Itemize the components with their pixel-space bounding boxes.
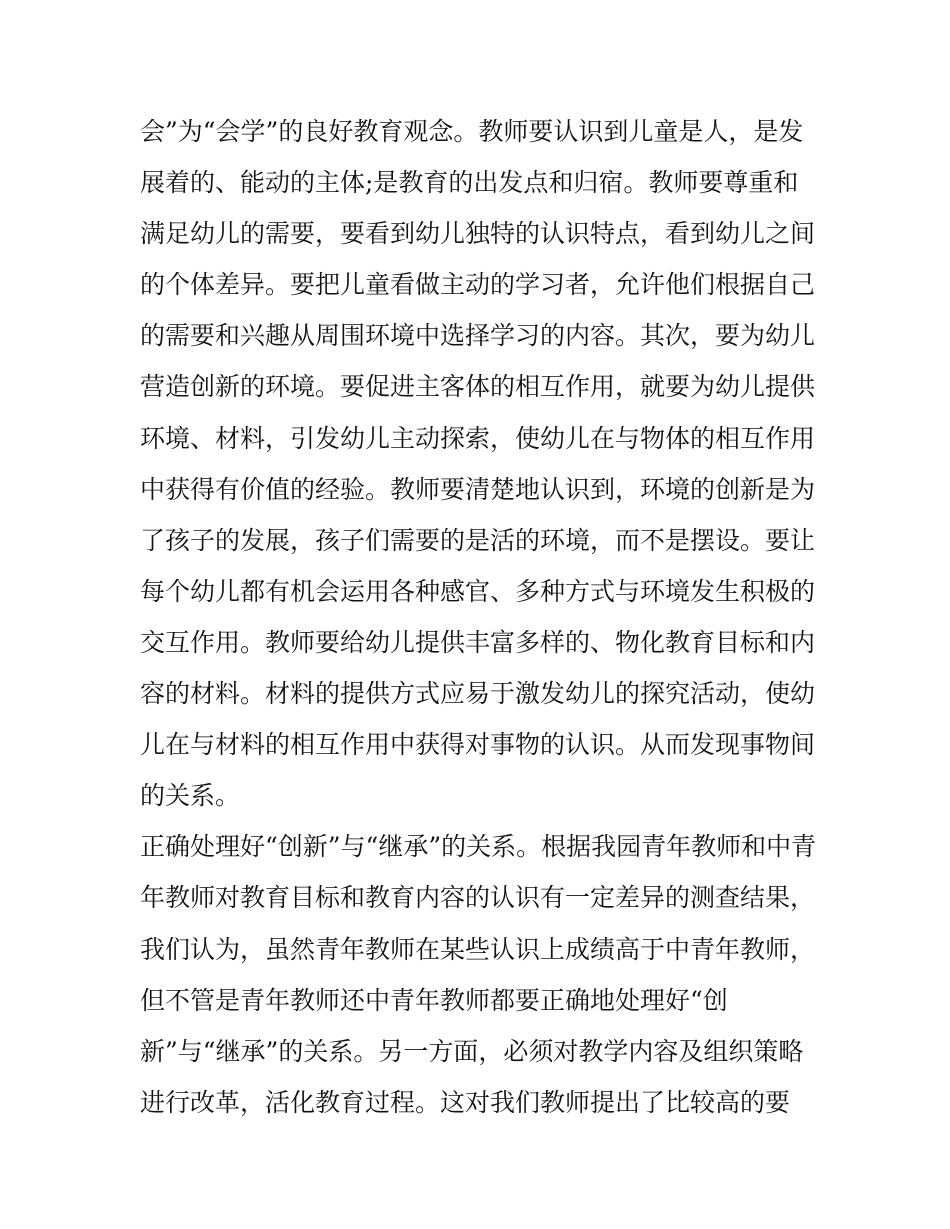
- text-line: 容的材料。材料的提供方式应易于激发幼儿的探究活动，使幼: [140, 679, 816, 709]
- text-line: 新”与“继承”的关系。另一方面，必须对教学内容及组织策略: [140, 1036, 804, 1066]
- text-line: 展着的、能动的主体;是教育的出发点和归宿。教师要尊重和: [140, 168, 799, 198]
- text-line: 年教师对教育目标和教育内容的认识有一定差异的测查结果，: [140, 883, 816, 913]
- text-line: 了孩子的发展，孩子们需要的是活的环境，而不是摆设。要让: [140, 525, 816, 555]
- text-line: 会”为“会学”的良好教育观念。教师要认识到儿童是人，是发: [140, 117, 804, 146]
- body-text: [140, 106, 820, 1128]
- text-line: 的需要和兴趣从周围环境中选择学习的内容。其次，要为幼儿: [140, 321, 816, 351]
- text-line: 我们认为，虽然青年教师在某些认识上成绩高于中青年教师，: [140, 934, 816, 964]
- text-line: 交互作用。教师要给幼儿提供丰富多样的、物化教育目标和内: [140, 627, 816, 657]
- text-line: 进行改革，活化教育过程。这对我们教师提出了比较高的要: [140, 1087, 791, 1117]
- text-line: 每个幼儿都有机会运用各种感官、多种方式与环境发生积极的: [140, 576, 816, 606]
- text-line: 的个体差异。要把儿童看做主动的学习者，允许他们根据自己: [140, 270, 816, 300]
- text-line: 营造创新的环境。要促进主客体的相互作用，就要为幼儿提供: [140, 372, 816, 402]
- text-line: 的关系。: [140, 781, 241, 811]
- text-line: 满足幼儿的需要，要看到幼儿独特的认识特点，看到幼儿之间: [140, 219, 816, 249]
- text-line: 但不管是青年教师还中青年教师都要正确地处理好“创: [140, 985, 728, 1015]
- text-line: 环境、材料，引发幼儿主动探索，使幼儿在与物体的相互作用: [140, 423, 816, 453]
- text-line: 正确处理好“创新”与“继承”的关系。根据我园青年教师和中青: [140, 832, 817, 862]
- text-line: 儿在与材料的相互作用中获得对事物的认识。从而发现事物间: [140, 730, 816, 760]
- text-line: 中获得有价值的经验。教师要清楚地认识到，环境的创新是为: [140, 474, 816, 504]
